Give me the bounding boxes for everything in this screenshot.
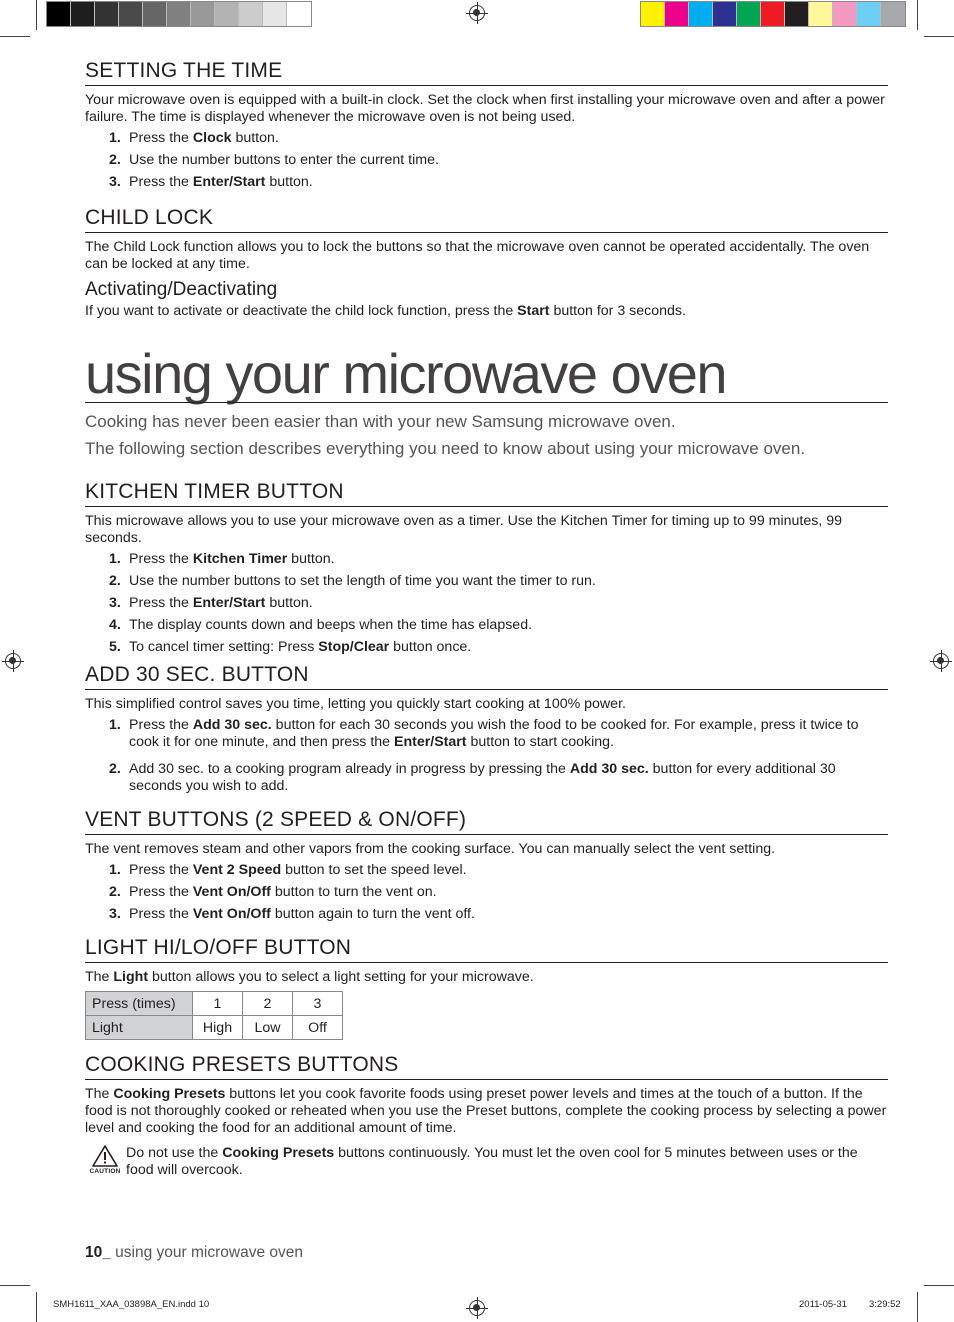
caution-text: Do not use the Cooking Presets buttons continuously. You must let the oven cool for 5 minutes between uses or the food will overcook. (126, 1145, 858, 1178)
registration-mark-icon (469, 5, 485, 21)
step-item: 5. To cancel timer setting: Press Stop/Clear button once. (109, 639, 472, 655)
color-swatch (737, 2, 761, 26)
color-swatch (191, 2, 215, 26)
table-cell: Low (243, 1016, 293, 1040)
crop-mark (924, 1285, 954, 1286)
section-child-lock (85, 205, 888, 320)
table-row (86, 992, 343, 1016)
color-swatch (119, 2, 143, 26)
registration-mark-icon (5, 653, 21, 669)
step-item: 2. Use the number buttons to enter the current time. (109, 152, 439, 168)
color-swatch (263, 2, 287, 26)
registration-mark-icon (933, 653, 949, 669)
page-number: 10_ (85, 1244, 111, 1261)
section-heading: SETTING THE TIME (85, 58, 888, 86)
section-intro: The Light button allows you to select a light setting for your microwave. (85, 969, 534, 985)
steps-list (85, 130, 888, 191)
color-swatch (857, 2, 881, 26)
section-heading: CHILD LOCK (85, 205, 888, 233)
step-item: 3. Press the Enter/Start button. (109, 595, 313, 611)
color-swatch (287, 2, 311, 26)
slug-filename: SMH1611_XAA_03898A_EN.indd 10 (53, 1299, 210, 1310)
color-swatch (143, 2, 167, 26)
caution-note (85, 1145, 888, 1179)
page-footer-label: using your microwave oven (110, 1244, 303, 1261)
step-item: 1. Press the Kitchen Timer button. (109, 551, 335, 567)
chapter-intro-line: The following section describes everything you need to know about using your microwave oven. (85, 439, 806, 458)
color-swatch (239, 2, 263, 26)
subsection-text: If you want to activate or deactivate the child lock function, press the Start button for 3 seconds. (85, 303, 686, 319)
step-item: 1. Press the Add 30 sec. button for each 30 seconds you wish the food to be cooked for. For example, press it twice to cook it for one minute, and then press the Enter/Start button to start cooking. (109, 717, 859, 750)
section-intro: The Cooking Presets buttons let you cook favorite foods using preset power levels and times at the touch of a button. If the food is not thoroughly cooked or reheated when you use the Preset buttons, complete the cooking process by selecting a power level and cooking the food for an additional amount of time. (85, 1086, 887, 1136)
registration-mark-icon (469, 1300, 485, 1316)
color-swatch (641, 2, 665, 26)
caution-icon (85, 1145, 125, 1179)
step-item: 3. Press the Enter/Start button. (109, 174, 313, 190)
slug-date: 2011-05-31 (799, 1299, 847, 1310)
color-swatch (833, 2, 857, 26)
table-cell: High (193, 1016, 243, 1040)
section-intro: The Child Lock function allows you to lock the buttons so that the microwave oven cannot be operated accidentally. The oven can be locked at any time. (85, 239, 870, 272)
color-swatch (761, 2, 785, 26)
step-item: 4. The display counts down and beeps when the time has elapsed. (109, 617, 533, 633)
color-swatch (47, 2, 71, 26)
crop-mark (36, 1292, 37, 1322)
section-heading: VENT BUTTONS (2 SPEED & ON/OFF) (85, 807, 888, 835)
step-item: 2. Add 30 sec. to a cooking program already in progress by pressing the Add 30 sec. button for every additional 30 seconds you wish to add. (109, 761, 836, 794)
crop-mark (917, 0, 918, 30)
table-cell: Light (86, 1016, 193, 1040)
color-swatch (713, 2, 737, 26)
steps-list (85, 717, 888, 795)
section-intro: Your microwave oven is equipped with a built-in clock. Set the clock when first installing your microwave oven and after a power failure. The time is displayed whenever the microwave oven is not being used. (85, 92, 885, 125)
section-setting-time (85, 58, 888, 191)
section-vent (85, 807, 888, 923)
step-item: 3. Press the Vent On/Off button again to turn the vent off. (109, 906, 475, 922)
light-settings-table (85, 991, 343, 1040)
table-cell: 2 (243, 992, 293, 1016)
section-heading: KITCHEN TIMER BUTTON (85, 479, 888, 507)
section-intro: The vent removes steam and other vapors from the cooking surface. You can manually select the vent setting. (85, 841, 776, 857)
slug-time: 3:29:52 (869, 1299, 901, 1310)
table-row (86, 1016, 343, 1040)
color-swatch (215, 2, 239, 26)
page-footer (85, 1244, 303, 1262)
color-swatch (95, 2, 119, 26)
table-cell: Press (times) (86, 992, 193, 1016)
manual-page (85, 58, 888, 1179)
process-color-bar (640, 1, 906, 27)
step-item: 2. Use the number buttons to set the length of time you want the timer to run. (109, 573, 596, 589)
steps-list (85, 862, 888, 923)
section-intro: This simplified control saves you time, letting you quickly start cooking at 100% power. (85, 696, 626, 712)
color-swatch (71, 2, 95, 26)
section-heading: LIGHT HI/LO/OFF BUTTON (85, 935, 888, 963)
table-cell: 3 (293, 992, 343, 1016)
crop-mark (0, 36, 30, 37)
chapter-title: using your microwave oven (85, 346, 888, 403)
color-swatch (881, 2, 905, 26)
caution-label: CAUTION (89, 1168, 121, 1175)
crop-mark (36, 0, 37, 30)
color-swatch (665, 2, 689, 26)
section-kitchen-timer (85, 479, 888, 656)
color-swatch (809, 2, 833, 26)
chapter-header (85, 342, 888, 459)
gray-color-bar (46, 1, 312, 27)
step-item: 1. Press the Vent 2 Speed button to set the speed level. (109, 862, 467, 878)
subheading: Activating/Deactivating (85, 279, 278, 300)
table-cell: Off (293, 1016, 343, 1040)
color-swatch (167, 2, 191, 26)
chapter-intro-line: Cooking has never been easier than with your new Samsung microwave oven. (85, 412, 676, 431)
color-swatch (689, 2, 713, 26)
table-cell: 1 (193, 992, 243, 1016)
crop-mark (0, 1285, 30, 1286)
section-heading: ADD 30 SEC. BUTTON (85, 662, 888, 690)
section-add-30-sec (85, 662, 888, 795)
section-cooking-presets (85, 1052, 888, 1179)
section-light (85, 935, 888, 1040)
step-item: 1. Press the Clock button. (109, 130, 279, 146)
step-item: 2. Press the Vent On/Off button to turn the vent on. (109, 884, 437, 900)
crop-mark (924, 36, 954, 37)
section-intro: This microwave allows you to use your microwave oven as a timer. Use the Kitchen Timer for timing up to 99 minutes, 99 seconds. (85, 513, 842, 546)
crop-mark (917, 1292, 918, 1322)
steps-list (85, 551, 888, 656)
section-heading: COOKING PRESETS BUTTONS (85, 1052, 888, 1080)
color-swatch (785, 2, 809, 26)
